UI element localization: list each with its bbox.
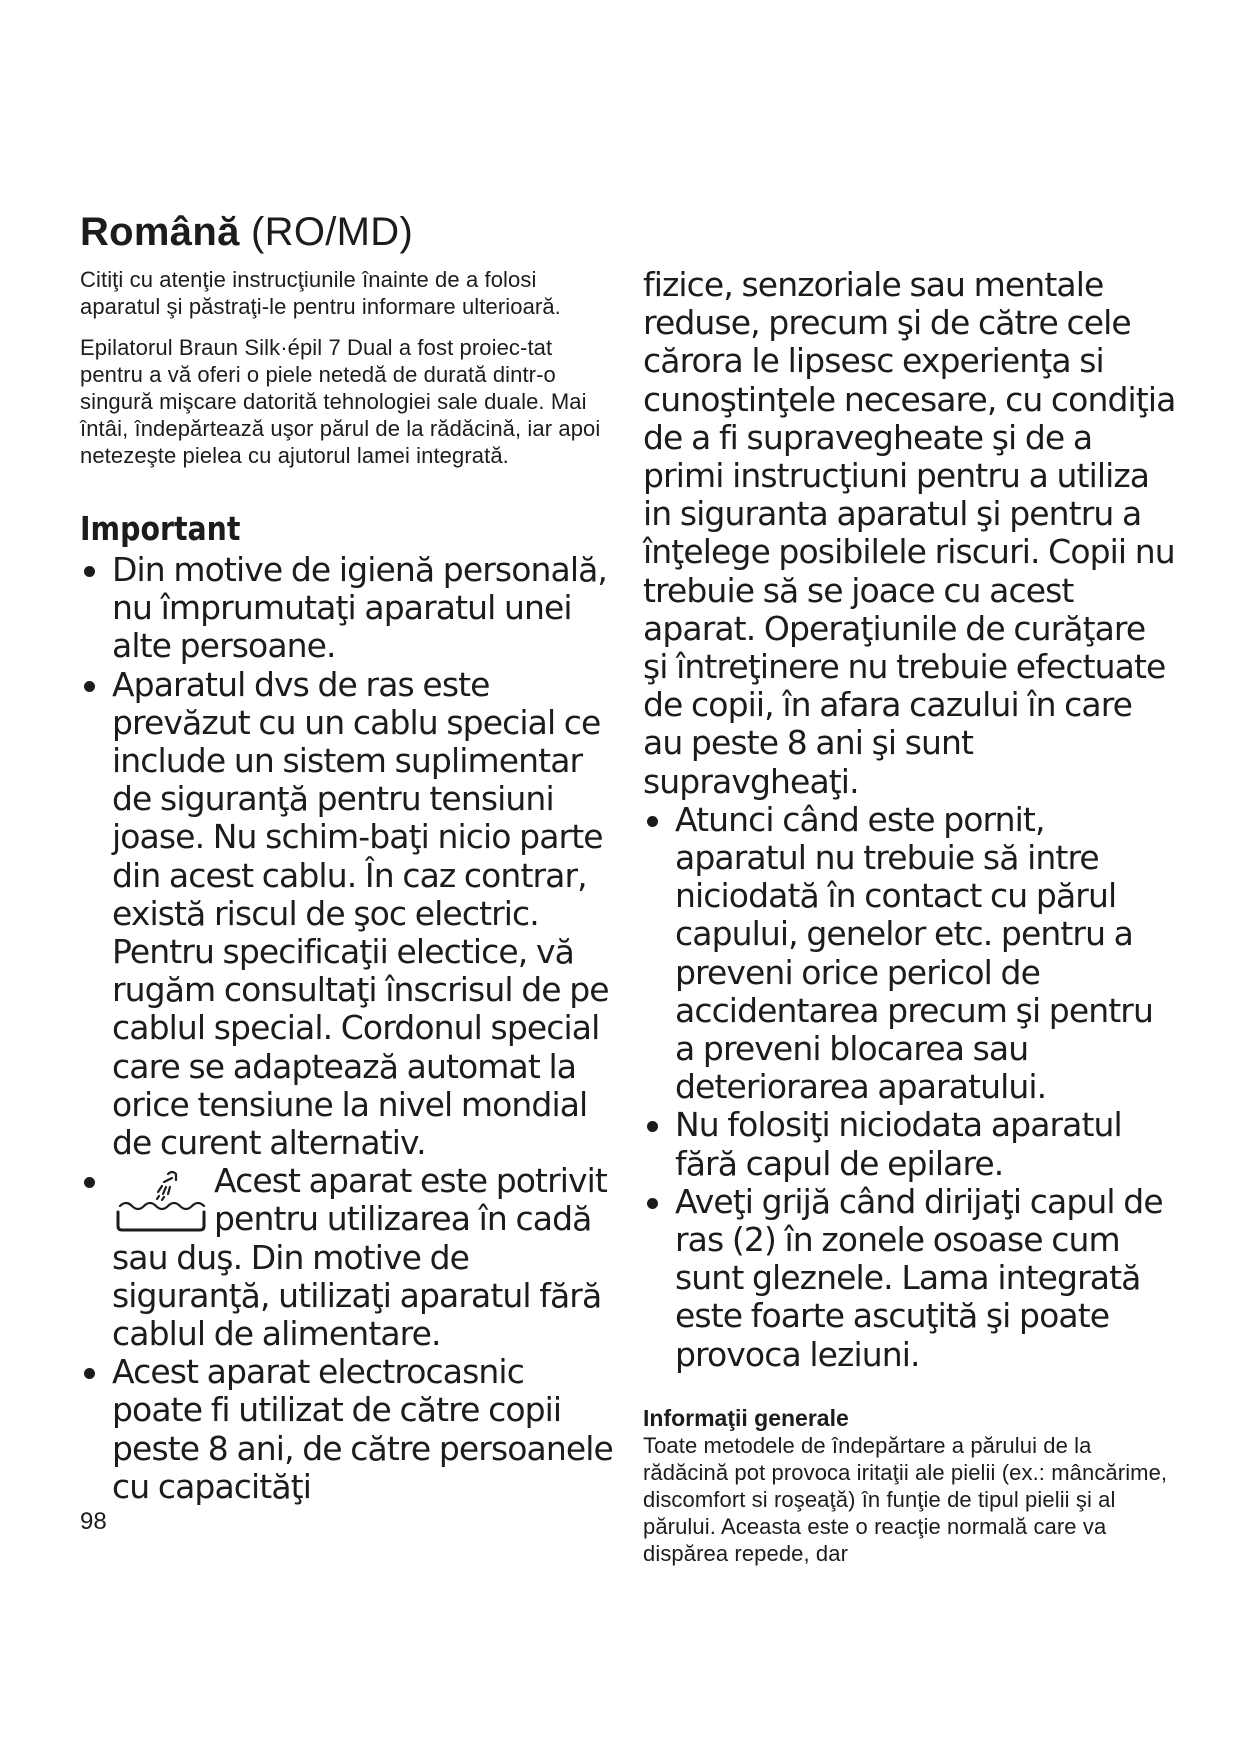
list-item <box>643 1183 1178 1374</box>
bullet-icon <box>643 801 667 839</box>
bullet-icon <box>80 666 104 704</box>
list-item-text: Acest aparat este potrivit pentru utilizarea în cadă sau duş. Din motive de siguranţă, utilizaţi aparatul fără cablul de alimentare. <box>112 1161 607 1354</box>
page-title <box>80 208 413 256</box>
bath-shower-icon <box>112 1166 212 1238</box>
general-info-heading: Informaţii generale <box>643 1404 849 1431</box>
language-codes: (RO/MD) <box>251 210 414 254</box>
right-column <box>643 266 1178 1581</box>
bullet-icon <box>80 1162 104 1200</box>
list-item-text: Nu folosiţi niciodata aparatul fără capul de epilare. <box>675 1105 1122 1183</box>
page-number: 98 <box>80 1508 107 1535</box>
list-item <box>80 1353 620 1506</box>
bullet-icon <box>80 1353 104 1391</box>
important-list-left <box>80 551 620 1506</box>
list-item-text: Acest aparat electrocasnic poate fi utilizat de către copii peste 8 ani, de către persoanele cu capacităţi <box>112 1352 613 1506</box>
language-name: Română <box>80 210 240 254</box>
bullet-icon <box>643 1106 667 1144</box>
list-item-text: Aveţi grijă când dirijaţi capul de ras (2) în zonele osoase cum sunt gleznele. Lama integrată este foarte ascuţită şi poate provoca leziuni. <box>675 1181 1163 1374</box>
list-item <box>80 1162 620 1353</box>
list-item-text: Aparatul dvs de ras este prevăzut cu un cablu special ce include un sistem suplimentar de siguranţă pentru tensiuni joase. Nu schim-baţi nicio parte din acest cablu. În caz contrar, există riscul de şoc electric. Pentru specificaţii electice, vă rugăm consultaţi înscrisul de pe cablul special. Cordonul special care se adaptează automat la orice tensiune la nivel mondial de curent alternativ. <box>112 664 609 1163</box>
list-item <box>643 801 1178 1107</box>
intro-paragraph-1: Citiţi cu atenţie instrucţiunile înainte de a folosi aparatul şi păstraţi-le pentru informare ulterioară. <box>80 267 561 319</box>
list-item <box>80 551 620 666</box>
important-heading: Important <box>80 509 241 548</box>
bullet-icon <box>643 1183 667 1221</box>
intro-paragraph-2: Epilatorul Braun Silk·épil 7 Dual a fost proiec-tat pentru a vă oferi o piele netedă de durată dintr-o singură mişcare datorită tehnologiei sale duale. Mai întâi, îndepărtează uşor părul de la rădăcină, iar apoi netezeşte pielea cu ajutorul lamei integrată. <box>80 335 601 468</box>
list-item <box>80 666 620 1163</box>
bullet-icon <box>80 551 104 589</box>
list-item-text: Din motive de igienă personală, nu împrumutaţi aparatul unei alte persoane. <box>112 550 608 666</box>
continued-text: fizice, senzoriale sau mentale reduse, precum şi de către cele cărora le lipsesc experienţa si cunoştinţele necesare, cu condiţia de a fi supravegheate şi de a primi instrucţiuni pentru a utiliza in siguranta aparatul şi pentru a înţelege posibilele riscuri. Copii nu trebuie să se joace cu acest aparat. Operaţiunile de curăţare şi întreţinere nu trebuie efectuate de copii, în afara cazului în care au peste 8 ani şi sunt supravgheaţi. <box>643 265 1176 801</box>
general-info-text: Toate metodele de îndepărtare a părului de la rădăcină pot provoca iritaţii ale pielii (ex.: mâncărime, discomfort si roşeaţă) în funţie de tipul pielii şi al părului. Aceasta este o reacţie normală care va dispărea repede, dar <box>643 1432 1168 1566</box>
list-item <box>643 1106 1178 1182</box>
list-item-text: Atunci când este pornit, aparatul nu trebuie să intre niciodată în contact cu părul capului, genelor etc. pentru a preveni orice pericol de accidentarea precum şi pentru a preveni blocarea sau deteriorarea aparatului. <box>675 799 1153 1107</box>
important-list-right <box>643 801 1178 1374</box>
left-column <box>80 266 620 1506</box>
